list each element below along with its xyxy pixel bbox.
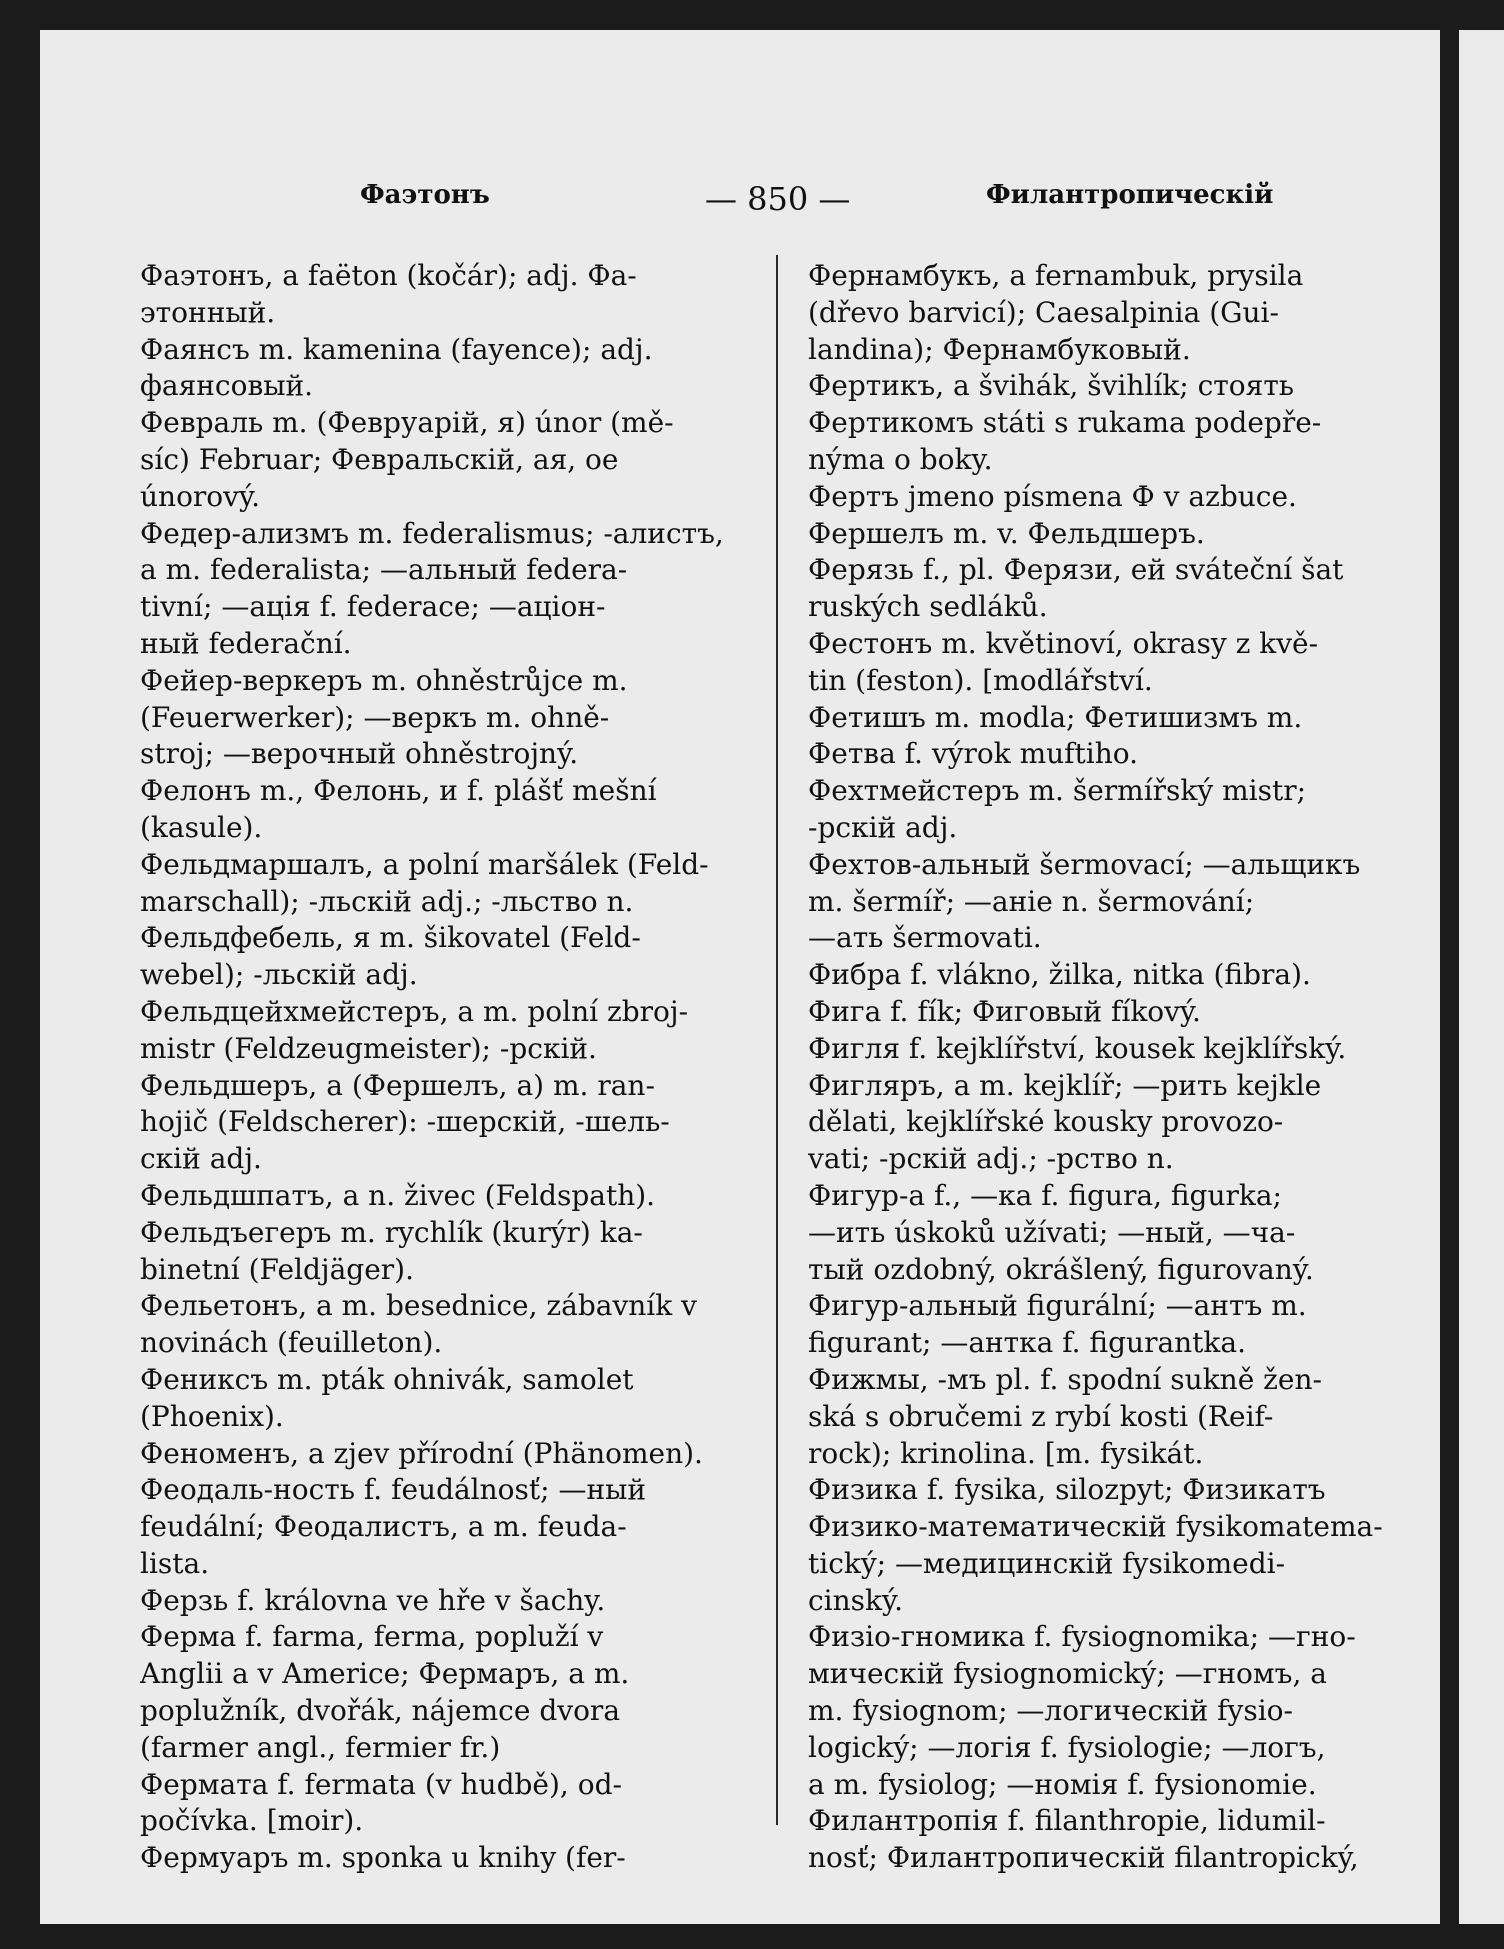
dictionary-line: а m. fysiolog; —номія f. fysionomie. <box>808 1767 1317 1801</box>
dictionary-line: počívka. [moir). <box>140 1804 364 1838</box>
dictionary-line: (dřevo barvicí); Caesalpinia (Gui- <box>808 295 1279 329</box>
dictionary-line: Фертъ jmeno písmena Ф v azbuce. <box>808 479 1297 513</box>
dictionary-line: —ать šermovati. <box>808 921 1042 955</box>
dictionary-line: -рскій adj. <box>808 810 958 844</box>
dictionary-line: (Phoenix). <box>140 1399 284 1433</box>
dictionary-line: logický; —логія f. fysiologie; —логъ, <box>808 1730 1326 1764</box>
dictionary-line: Фельдцейхмейстеръ, а m. polní zbroj- <box>140 994 689 1028</box>
dictionary-line: nosť; Филантропическій filantropický, <box>808 1841 1359 1875</box>
dictionary-line: Фижмы, -мъ pl. f. spodní sukně žen- <box>808 1362 1322 1396</box>
dictionary-line: Фермата f. fermata (v hudbě), od- <box>140 1767 622 1801</box>
dictionary-line: (Feuerwerker); —веркъ m. ohně- <box>140 700 610 734</box>
dictionary-line: Февраль m. (Февруарій, я) únor (mě- <box>140 406 674 440</box>
dictionary-line: hojič (Feldscherer): -шерскій, -шель- <box>140 1105 670 1139</box>
dictionary-line: Фельдшеръ, а (Фершелъ, а) m. ran- <box>140 1068 655 1102</box>
dictionary-line: Фернамбукъ, а fernambuk, prysila <box>808 259 1304 292</box>
dictionary-line: а m. federalista; —альный federa- <box>140 553 628 587</box>
dictionary-line: Фигляръ, а m. kejklíř; —рить kejkle <box>808 1068 1322 1102</box>
dictionary-line: síc) Februar; Февральскій, ая, ое <box>140 442 619 476</box>
dictionary-line: cinský. <box>808 1583 904 1617</box>
page-number: — 850 — <box>705 180 851 218</box>
dictionary-line: Физико-математическій fysikomatema- <box>808 1510 1383 1544</box>
dictionary-line: m. šermíř; —аніе n. šermování; <box>808 884 1255 918</box>
dictionary-line: Фигур-альный figurální; —антъ m. <box>808 1289 1307 1323</box>
dictionary-line: скій adj. <box>140 1142 262 1176</box>
dictionary-line: Фехтмейстеръ m. šermířský mistr; <box>808 774 1307 808</box>
dictionary-line: m. fysiognom; —логическій fysio- <box>808 1694 1293 1728</box>
dictionary-line: Фестонъ m. květinoví, okrasy z kvě- <box>808 626 1319 660</box>
dictionary-line: Фигур-а f., —ка f. figura, figurka; <box>808 1178 1282 1212</box>
dictionary-line: Фетва f. výrok muftiho. <box>808 737 1139 771</box>
dictionary-line: Фельдмаршалъ, а polní maršálek (Feld- <box>140 847 709 881</box>
dictionary-line: Ферма f. farma, ferma, popluží v <box>140 1620 604 1654</box>
dictionary-line: этонный. <box>140 295 276 329</box>
dictionary-line: Физика f. fysika, silozpyt; Физикатъ <box>808 1473 1326 1507</box>
dictionary-line: Фертикомъ státi s rukama podepře- <box>808 406 1322 440</box>
dictionary-line: lista. <box>140 1546 210 1580</box>
dictionary-line: landina); Фернамбуковый. <box>808 332 1191 366</box>
dictionary-line: stroj; —верочный ohněstrojný. <box>140 737 579 771</box>
dictionary-line: Фертикъ, а švihák, švihlík; стоять <box>808 369 1295 403</box>
dictionary-line: Фаянсъ m. kamenina (fayence); adj. <box>140 332 653 366</box>
dictionary-line: ská s obručemi z rybí kosti (Reif- <box>808 1399 1274 1433</box>
dictionary-line: tin (feston). [modlářství. <box>808 663 1153 697</box>
dictionary-line: (kasule). <box>140 810 263 844</box>
page-header <box>40 180 1440 220</box>
dictionary-line: Фаэтонъ, а faëton (kočár); adj. Фа- <box>140 259 637 292</box>
dictionary-line: Феноменъ, а zjev přírodní (Phänomen). <box>140 1436 703 1470</box>
dictionary-line: ный federační. <box>140 626 352 660</box>
next-page-edge <box>1459 30 1504 1924</box>
dictionary-line: dělati, kejklířské kousky provozo- <box>808 1105 1284 1139</box>
dictionary-line: (farmer angl., fermier fr.) <box>140 1730 501 1764</box>
dictionary-line: webel); -льскій adj. <box>140 958 418 992</box>
dictionary-line: тый ozdobný, okrášlený, figurovaný. <box>808 1252 1314 1286</box>
header-left-guide-word: Фаэтонъ <box>360 180 490 210</box>
dictionary-line: nýma o boky. <box>808 442 993 476</box>
dictionary-line: mistr (Feldzeugmeister); -рскій. <box>140 1031 597 1065</box>
dictionary-line: Фелонъ m., Фелонь, и f. plášť mešní <box>140 774 657 808</box>
dictionary-line: marschall); -льскій adj.; -льство n. <box>140 884 634 918</box>
dictionary-line: poplužník, dvořák, nájemce dvora <box>140 1694 621 1728</box>
dictionary-line: Фехтов-альный šermovací; —альщикъ <box>808 847 1361 881</box>
dictionary-line: Фермуаръ m. sponka u knihy (fer- <box>140 1841 626 1875</box>
dictionary-line: Фейер-веркеръ m. ohněstrůjce m. <box>140 663 628 697</box>
dictionary-line: фаянсовый. <box>140 369 314 403</box>
dictionary-page <box>40 30 1440 1924</box>
dictionary-line: figurant; —антка f. figurantka. <box>808 1326 1246 1360</box>
dictionary-line: Ферязь f., pl. Ферязи, ей sváteční šat <box>808 553 1344 587</box>
dictionary-line: binetní (Feldjäger). <box>140 1252 414 1286</box>
dictionary-line: Anglii a v Americe; Фермаръ, а m. <box>140 1657 630 1691</box>
dictionary-line: feudální; Феодалистъ, а m. feuda- <box>140 1510 627 1544</box>
dictionary-line: rock); krinolina. [m. fysikát. <box>808 1436 1204 1470</box>
dictionary-line: Физіо-гномика f. fysiognomika; —гно- <box>808 1620 1356 1654</box>
dictionary-line: Фигля f. kejklířství, kousek kejklířský. <box>808 1031 1347 1065</box>
dictionary-line: Ферзь f. královna ve hře v šachy. <box>140 1583 606 1617</box>
dictionary-line: Фершелъ m. v. Фельдшеръ. <box>808 516 1205 550</box>
dictionary-line: Феодаль-ность f. feudálnosť; —ный <box>140 1473 647 1507</box>
dictionary-line: novinách (feuilleton). <box>140 1326 443 1360</box>
dictionary-line: Фига f. fík; Фиговый fíkový. <box>808 994 1201 1028</box>
dictionary-line: ruských sedláků. <box>808 590 1048 624</box>
header-right-guide-word: Филантропическій <box>986 180 1274 210</box>
dictionary-line: Фибра f. vlákno, žilka, nitka (fibra). <box>808 958 1311 992</box>
dictionary-line: Фениксъ m. pták ohnivák, samolet <box>140 1362 634 1396</box>
dictionary-line: únorový. <box>140 479 260 513</box>
dictionary-line: vati; -рскій adj.; -рство n. <box>808 1142 1174 1176</box>
dictionary-line: tivní; —ація f. federace; —аціон- <box>140 590 606 624</box>
dictionary-line: Фельдфебель, я m. šikovatel (Feld- <box>140 921 641 955</box>
dictionary-line: Фельдъегеръ m. rychlík (kurýr) ka- <box>140 1215 643 1249</box>
dictionary-line: Фельетонъ, а m. besednice, zábavník v <box>140 1289 697 1323</box>
dictionary-line: мическій fysiognomický; —гномъ, а <box>808 1657 1327 1691</box>
dictionary-line: Федер-ализмъ m. federalismus; -алистъ, <box>140 516 724 550</box>
dictionary-line: Филантропія f. filanthropie, lidumil- <box>808 1804 1326 1838</box>
dictionary-line: tický; —медицинскій fysikomedi- <box>808 1546 1286 1580</box>
right-column <box>808 258 1456 1877</box>
dictionary-line: Фетишъ m. modla; Фетишизмъ m. <box>808 700 1303 734</box>
column-divider <box>776 255 778 1825</box>
dictionary-line: —ить úskoků užívati; —ный, —ча- <box>808 1215 1296 1249</box>
left-column <box>140 258 788 1877</box>
dictionary-line: Фельдшпатъ, а n. živec (Feldspath). <box>140 1178 656 1212</box>
